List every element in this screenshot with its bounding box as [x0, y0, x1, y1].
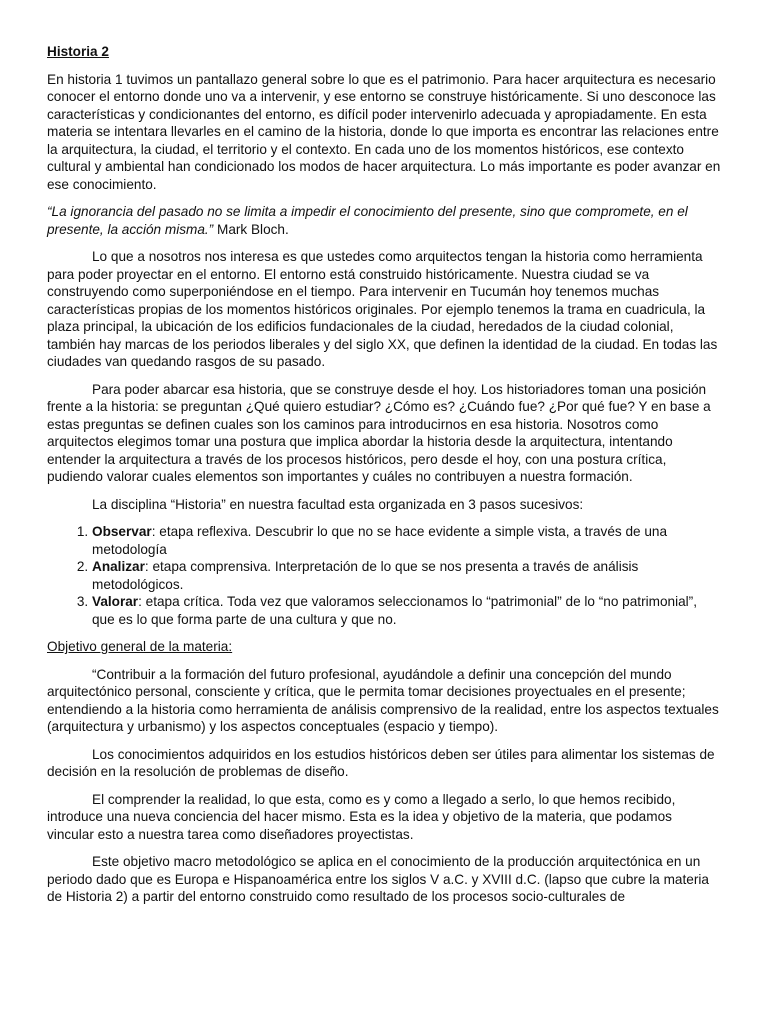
- objective-heading: Objetivo general de la materia:: [47, 639, 233, 654]
- understanding-paragraph: El comprender la realidad, lo que esta, como es y como a llegado a serlo, lo que hemos recibido, introduce una nueva conciencia del hacer mismo. Esta es la idea y objetivo de la materia, que podamos vincular esto a nuestra tarea como diseñadores proyectistas.: [47, 791, 676, 842]
- list-item: [92, 523, 721, 558]
- scope-paragraph: Para poder abarcar esa historia, que se construye desde el hoy. Los historiadores toman una posición frente a la historia: se preguntan ¿Qué quiero estudiar? ¿Cómo es? ¿Cuándo fue? ¿Por qué fue? Y en base a estas preguntas se definen cuales son los caminos para introducirnos en esa historia. Nosotros como arquitectos elegimos tomar una postura que implica abordar la historia desde la arquitectura, intentando entender la arquitectura a través de los procesos históricos, pero desde el hoy, con una postura crítica, pudiendo valorar cuales elementos son importantes y cuáles no contribuyen a nuestra formación.: [47, 381, 711, 484]
- quote-paragraph: [47, 203, 721, 238]
- steps-list: [47, 523, 721, 628]
- contribute-paragraph: “Contribuir a la formación del futuro profesional, ayudándole a definir una concepción del mundo arquitectónico personal, consciente y crítica, que le permita tomar decisiones proyectuales en el presente; entendiendo a la historia como herramienta de análisis comprensivo de la realidad, entre los aspectos textuales (arquitectura y urbanismo) y los aspectos conceptuales (espacio y tiempo).: [47, 666, 719, 734]
- step-description: : etapa reflexiva. Descubrir lo que no se hace evidente a simple vista, a través de una metodología: [92, 524, 668, 557]
- step-term: Analizar: [92, 559, 145, 574]
- document-title: Historia 2: [47, 44, 109, 59]
- document-page: [47, 43, 721, 916]
- step-term: Observar: [92, 524, 152, 539]
- quote-author: Mark Bloch.: [213, 221, 289, 237]
- step-term: Valorar: [92, 594, 139, 609]
- knowledge-paragraph: Los conocimientos adquiridos en los estudios históricos deben ser útiles para alimentar los sistemas de decisión en la resolución de problemas de diseño.: [47, 746, 715, 779]
- step-description: : etapa crítica. Toda vez que valoramos seleccionamos lo “patrimonial” de lo “no patrimonial”, que es lo que forma parte de una cultura y que no.: [92, 594, 697, 627]
- intro-paragraph: En historia 1 tuvimos un pantallazo general sobre lo que es el patrimonio. Para hacer arquitectura es necesario conocer el entorno donde uno va a intervenir, y ese entorno se construye históricamente. Si uno desconoce las características y condicionantes del entorno, es difícil poder intervenirlo adecuada y apropiadamente. En esta materia se intentara llevarles en el camino de la historia, donde lo que importa es encontrar las relaciones entre la arquitectura, la ciudad, el territorio y el contexto. En cada uno de los momentos históricos, ese contexto cultural y ambiental han condicionado los modos de hacer arquitectura. Lo más importante es poder avanzar en ese conocimiento.: [47, 71, 721, 192]
- list-item: [92, 558, 721, 593]
- step-description: : etapa comprensiva. Interpretación de lo que se nos presenta a través de análisis metodológicos.: [92, 559, 639, 592]
- list-item: [92, 593, 721, 628]
- discipline-paragraph: La disciplina “Historia” en nuestra facultad esta organizada en 3 pasos sucesivos:: [92, 496, 584, 512]
- interest-paragraph: Lo que a nosotros nos interesa es que ustedes como arquitectos tengan la historia como herramienta para poder proyectar en el entorno. El entorno está construido históricamente. Nuestra ciudad se va construyendo como superponiéndose en el tiempo. Para intervenir en Tucumán hoy tenemos muchas características propias de los momentos históricos originales. Por ejemplo tenemos la trama en cuadricula, la plaza principal, la ubicación de los edificios fundacionales de la ciudad, heredados de la ciudad colonial, también hay marcas de los periodos liberales y del siglo XX, que definen la identidad de la ciudad. En todas las ciudades van quedando rasgos de su pasado.: [47, 249, 718, 369]
- quote-text: “La ignorancia del pasado no se limita a impedir el conocimiento del presente, sino que compromete, en el presente, la acción misma.”: [47, 204, 688, 237]
- macro-objective-paragraph: Este objetivo macro metodológico se aplica en el conocimiento de la producción arquitectónica en un periodo dado que es Europa e Hispanoamérica entre los siglos V a.C. y XVIII d.C. (lapso que cubre la materia de Historia 2) a partir del entorno construido como resultado de los procesos socio-culturales de: [47, 854, 709, 904]
